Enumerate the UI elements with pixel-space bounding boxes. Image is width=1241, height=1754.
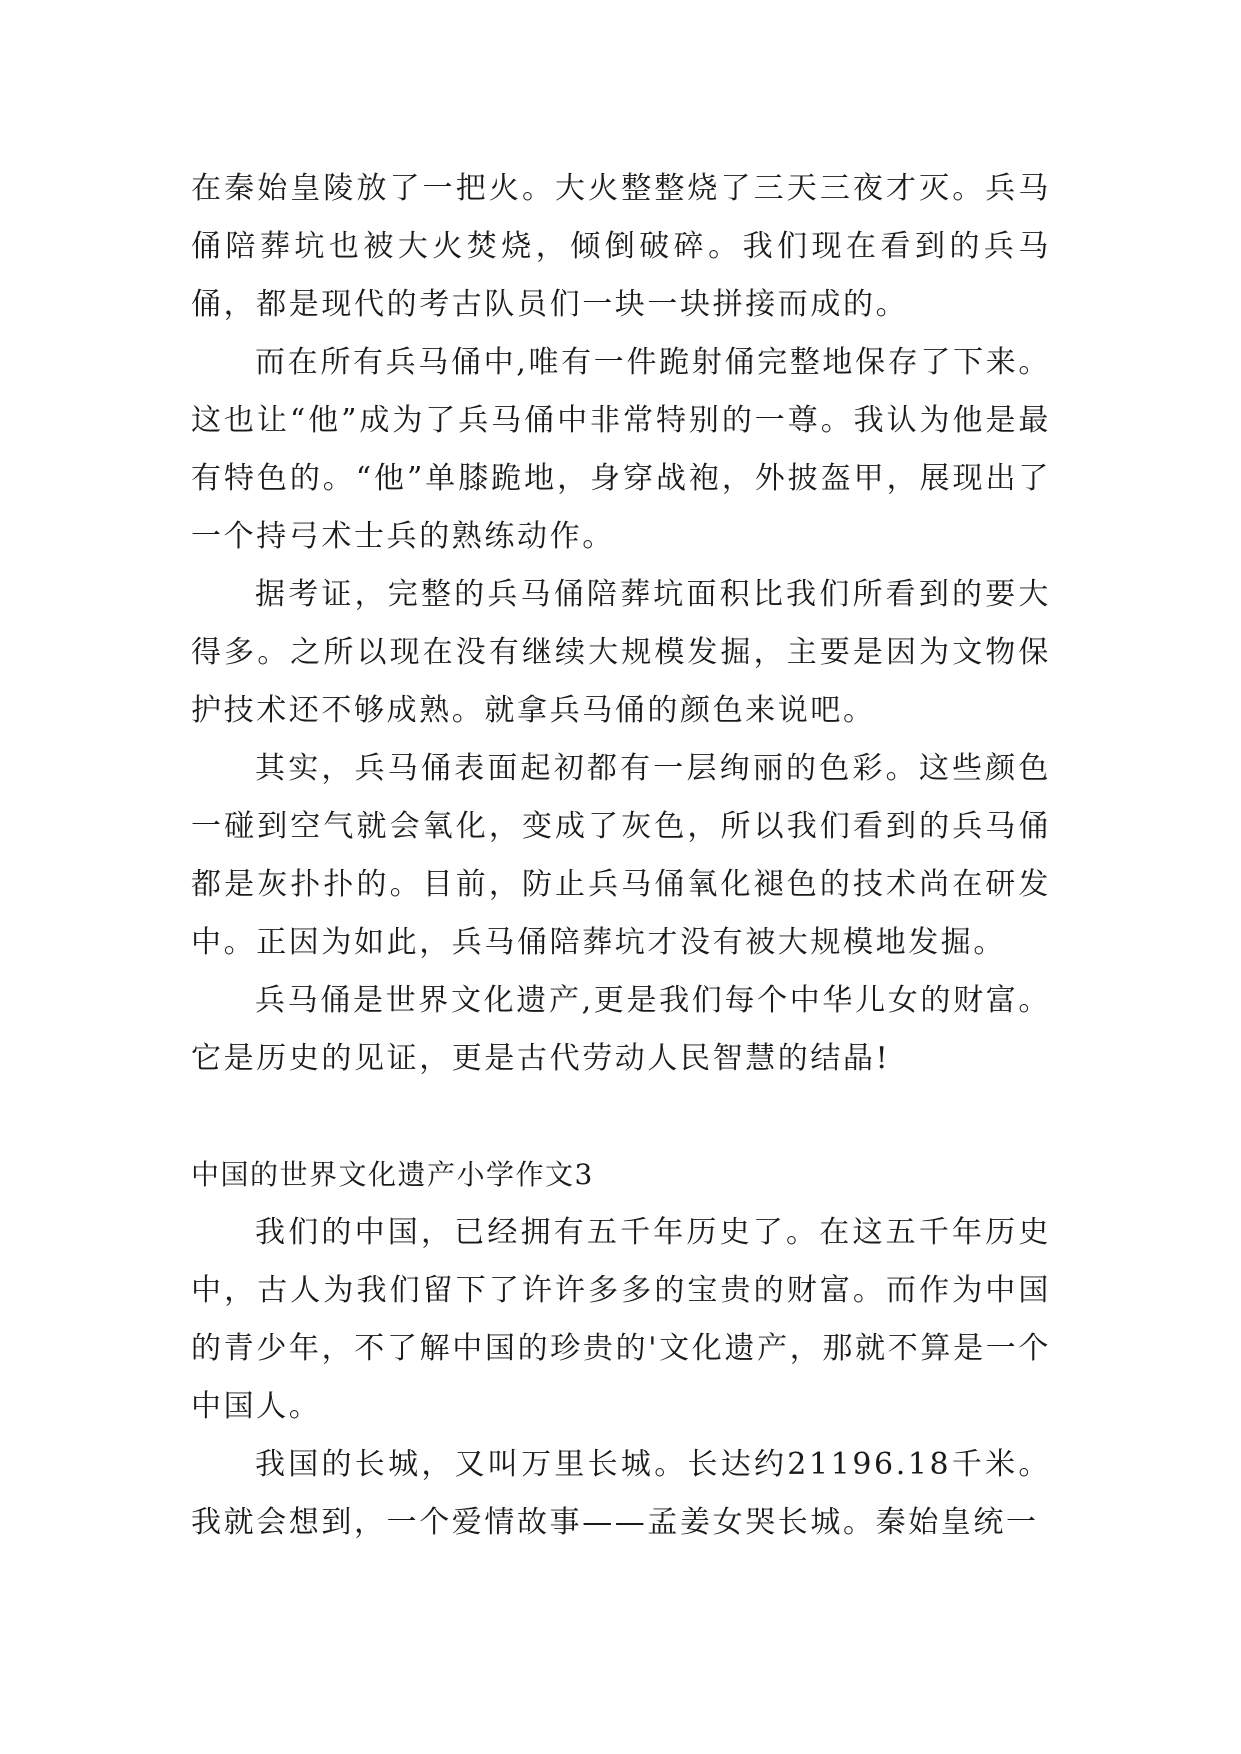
paragraph-excavation-scale: 据考证，完整的兵马俑陪葬坑面积比我们所看到的要大得多。之所以现在没有继续大规模发掘，主要是因为文物保护技术还不够成熟。就拿兵马俑的颜色来说吧。 — [191, 577, 1051, 728]
paragraph-heritage-conclusion: 兵马俑是世界文化遗产,更是我们每个中华儿女的财富。它是历史的见证，更是古代劳动人民智慧的结晶! — [191, 983, 1051, 1076]
paragraph-five-thousand-years: 我们的中国，已经拥有五千年历史了。在这五千年历史中，古人为我们留下了许许多多的宝贵的财富。而作为中国的青少年，不了解中国的珍贵的'文化遗产，那就不算是一个中国人。 — [191, 1215, 1051, 1424]
paragraph-great-wall: 我国的长城，又叫万里长城。长达约21196.18千米。我就会想到，一个爱情故事——孟姜女哭长城。秦始皇统一 — [191, 1447, 1051, 1540]
paragraph-kneeling-archer: 而在所有兵马俑中,唯有一件跪射俑完整地保存了下来。这也让“他”成为了兵马俑中非常特别的一尊。我认为他是最有特色的。“他”单膝跪地，身穿战袍，外披盔甲，展现出了一个持弓术士兵的熟练动作。 — [191, 345, 1051, 554]
section-spacer — [191, 1088, 1051, 1146]
document-page — [191, 160, 1051, 1552]
paragraph-color-oxidation: 其实，兵马俑表面起初都有一层绚丽的色彩。这些颜色一碰到空气就会氧化，变成了灰色，所以我们看到的兵马俑都是灰扑扑的。目前，防止兵马俑氧化褪色的技术尚在研发中。正因为如此，兵马俑陪葬坑才没有被大规模地发掘。 — [191, 751, 1051, 960]
section-title: 中国的世界文化遗产小学作文3 — [191, 1158, 594, 1191]
paragraph-fire-destruction: 在秦始皇陵放了一把火。大火整整烧了三天三夜才灭。兵马俑陪葬坑也被大火焚烧，倾倒破碎。我们现在看到的兵马俑，都是现代的考古队员们一块一块拼接而成的。 — [191, 171, 1051, 322]
